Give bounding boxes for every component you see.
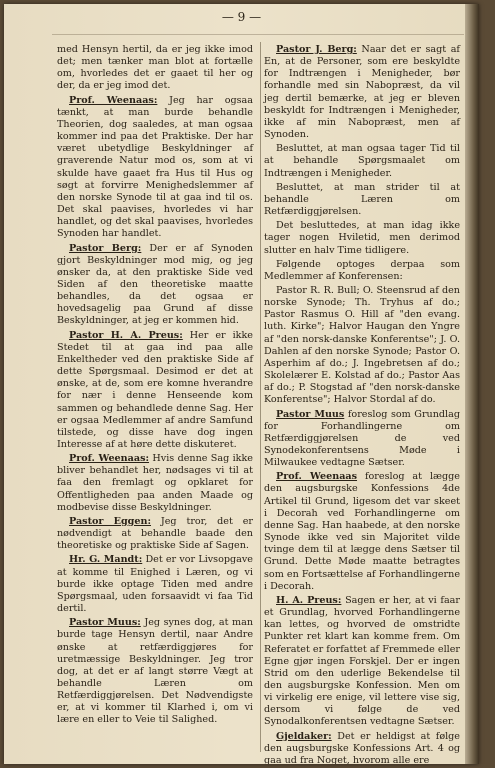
paragraph [264, 143, 460, 179]
paragraph [264, 471, 460, 593]
document-page [4, 4, 479, 764]
speaker-name: Hr. G. Mandt: [69, 554, 143, 566]
paragraph [264, 595, 460, 729]
paragraph [264, 44, 460, 141]
paragraph-text: Det er heldigst at følge den augsburgske Konfessions Art. 4 og gaa ud fra Noget, hvorom alle ere [264, 730, 460, 764]
paragraph-text: Det er vor Livsopgave at komme til Enighed i Læren, og vi burde ikke optage Tiden med andre Spørgsmaal, uden forsaavidt vi faa Tid dertil. [57, 554, 253, 615]
paragraph-text: Det besluttedes, at man idag ikke tager nogen Hviletid, men derimod slutter en halv Time tidligere. [264, 220, 460, 256]
header-rule [52, 34, 464, 35]
paragraph [264, 220, 460, 256]
paragraph [57, 554, 253, 615]
paragraph [57, 243, 253, 328]
paragraph-text: Besluttet, at man strider til at behandle Læren om Retfærdiggjørelsen. [264, 181, 460, 218]
speaker-name: Pastor H. A. Preus: [69, 329, 183, 341]
speaker-name: Pastor Berg: [69, 242, 142, 254]
paragraph-text: foreslog at lægge den augsburgske Konfessions 4de Artikel til Grund, ligesom det var skeet i Decorah ved Forhandlingerne om denne Sag. Han haabede, at den norske Synode ikke ved sin Majoritet vilde tvinge dem til at lægge dens Sætser til Grund. Dette Møde maatte betragtes som en Fortsættelse af Forhandlingerne i Decorah. [264, 471, 460, 592]
paragraph-text: Besluttet, at man ogsaa tager Tid til at behandle Spørgsmaalet om Indtrængen i Menigheder. [264, 143, 460, 179]
speaker-name: Pastor Muus [276, 408, 345, 420]
paragraph-text: Der er af Synoden gjort Beskyldninger mod mig, og jeg ønsker da, at den praktiske Side ved Siden af den theoretiske maatte behandles, da det ogsaa er hovedsagelig paa Grund af disse Beskyldninger, at jeg er kommen hid. [57, 242, 253, 327]
speaker-name: Prof. Weenaas: [69, 94, 158, 106]
paragraph [264, 285, 460, 407]
speaker-name: Pastor Eggen: [69, 515, 151, 527]
paragraph [57, 516, 253, 552]
paragraph-text: Pastor R. R. Bull; O. Steensrud af den norske Synode; Th. Tryhus af do.; Pastor Rasmus O. Hill af "den evang. luth. Kirke"; Halvor Haugan den Yngre af "den norsk-danske Konferentse"; J. O. Dahlen af den norske Synode; Pastor O. Asperhim af do.; J. Ingebretsen af do.; Skolelærer E. Kolstad af do.; Pastor Aas af do.; P. Stogstad af "den norsk-danske Konferentse"; Halvor Stordal af do. [264, 284, 460, 406]
paragraph [57, 330, 253, 452]
speaker-name: Prof. Weenaas: [69, 453, 150, 465]
paragraph [264, 409, 460, 470]
paragraph-text: Jeg har ogsaa tænkt, at man burde behandle Theorien, dog saaledes, at man ogsaa kommer ind paa det Praktiske. Der har været ubetydlige Beskyldninger af graverende Natur mod os, som at vi skulde have gaaet fra Hus til Hus og søgt at forvirre Menighedslemmer af den norske Synode til at gaa ind til os. Det skal paavises, hvorledes vi har handlet, og det skal paavises, hvorledes Synoden har handlet. [57, 94, 253, 240]
right-column [264, 44, 460, 764]
paragraph-text: Her er ikke Stedet til at gaa ind paa alle Enkeltheder ved den praktiske Side af dette Spørgsmaal. Desimod er det at ønske, at de, som ere komne hverandre for nær i denne Henseende kom sammen og behandlede denne Sag. Her er ogsaa Medlemmer af andre Samfund tilstede, og disse have dog ingen Interesse af at høre dette diskuteret. [57, 329, 253, 450]
paragraph [57, 617, 253, 726]
book-binding-shadow [465, 4, 479, 764]
page-number: — 9 — [221, 10, 262, 24]
speaker-name: Prof. Weenaas [276, 471, 358, 483]
column-divider [260, 42, 261, 752]
paragraph-text: Hvis denne Sag ikke bliver behandlet her, nødsages vi til at faa den fremlagt og opklaret for Offentligheden paa anden Maade og modbevise disse Beskyldninger. [57, 453, 253, 513]
paragraph-text: Jeg synes dog, at man burde tage Hensyn dertil, naar Andre ønske at retfærdiggjøres for uretmæssige Beskyldninger. Jeg tror dog, at det er af langt større Vægt at behandle Læren om Retfærdiggjørelsen. Det Nødvendigste er, at vi kommer til Klarhed i, om vi lære en eller to Veie til Salighed. [57, 617, 253, 726]
paragraph [57, 453, 253, 514]
speaker-name: Gjeldaker: [276, 730, 332, 742]
paragraph [264, 259, 460, 283]
paragraph [264, 731, 460, 764]
paragraph-text: Sagen er her, at vi faar et Grundlag, hvorved Forhandlingerne kan lettes, og hvorved de omstridte Punkter ret klart kan komme frem. Om Referatet er forfattet af Fremmede eller Egne gjør ingen Forskjel. Der er ingen Strid om den uderlige Bekendelse til den augsburgske Konfession. Men om vi virkelig ere enige, vil lettere vise sig, dersom vi følge de ved Synodalkonferentsen vedtagne Sætser. [264, 594, 460, 728]
paragraph-text: foreslog som Grundlag for Forhandlingerne om Retfærdiggjørelsen de ved Synodekonferentsens Møde i Milwaukee vedtagne Sætser. [264, 408, 460, 469]
speaker-name: Pastor Muus: [69, 617, 141, 629]
left-column [57, 44, 253, 729]
speaker-name: H. A. Preus: [276, 594, 342, 606]
speaker-name: Pastor J. Berg: [276, 44, 357, 55]
paragraph [57, 95, 253, 241]
paragraph-text: Jeg tror, det er nødvendigt at behandle baade den theoretiske og praktiske Side af Sagen. [57, 515, 253, 552]
paragraph-text: Følgende optoges derpaa som Medlemmer af Konferensen: [264, 258, 460, 282]
paragraph [264, 182, 460, 218]
paragraph-text: med Hensyn hertil, da er jeg ikke imod det; men tænker man blot at fortælle om, hvorledes det er gaaet til her og der, da er jeg imod det. [57, 44, 253, 92]
paragraph [57, 44, 253, 93]
paragraph-text: Naar det er sagt af En, at de Personer, som ere beskyldte for Indtrængen i Menigheder, bør forhandle med sin Nabopræst, da vil jeg dertil bemærke, at jeg er bleven beskyldt for Indtrængen i Menigheder, ikke af min Nabopræst, men af Synoden. [264, 44, 460, 141]
